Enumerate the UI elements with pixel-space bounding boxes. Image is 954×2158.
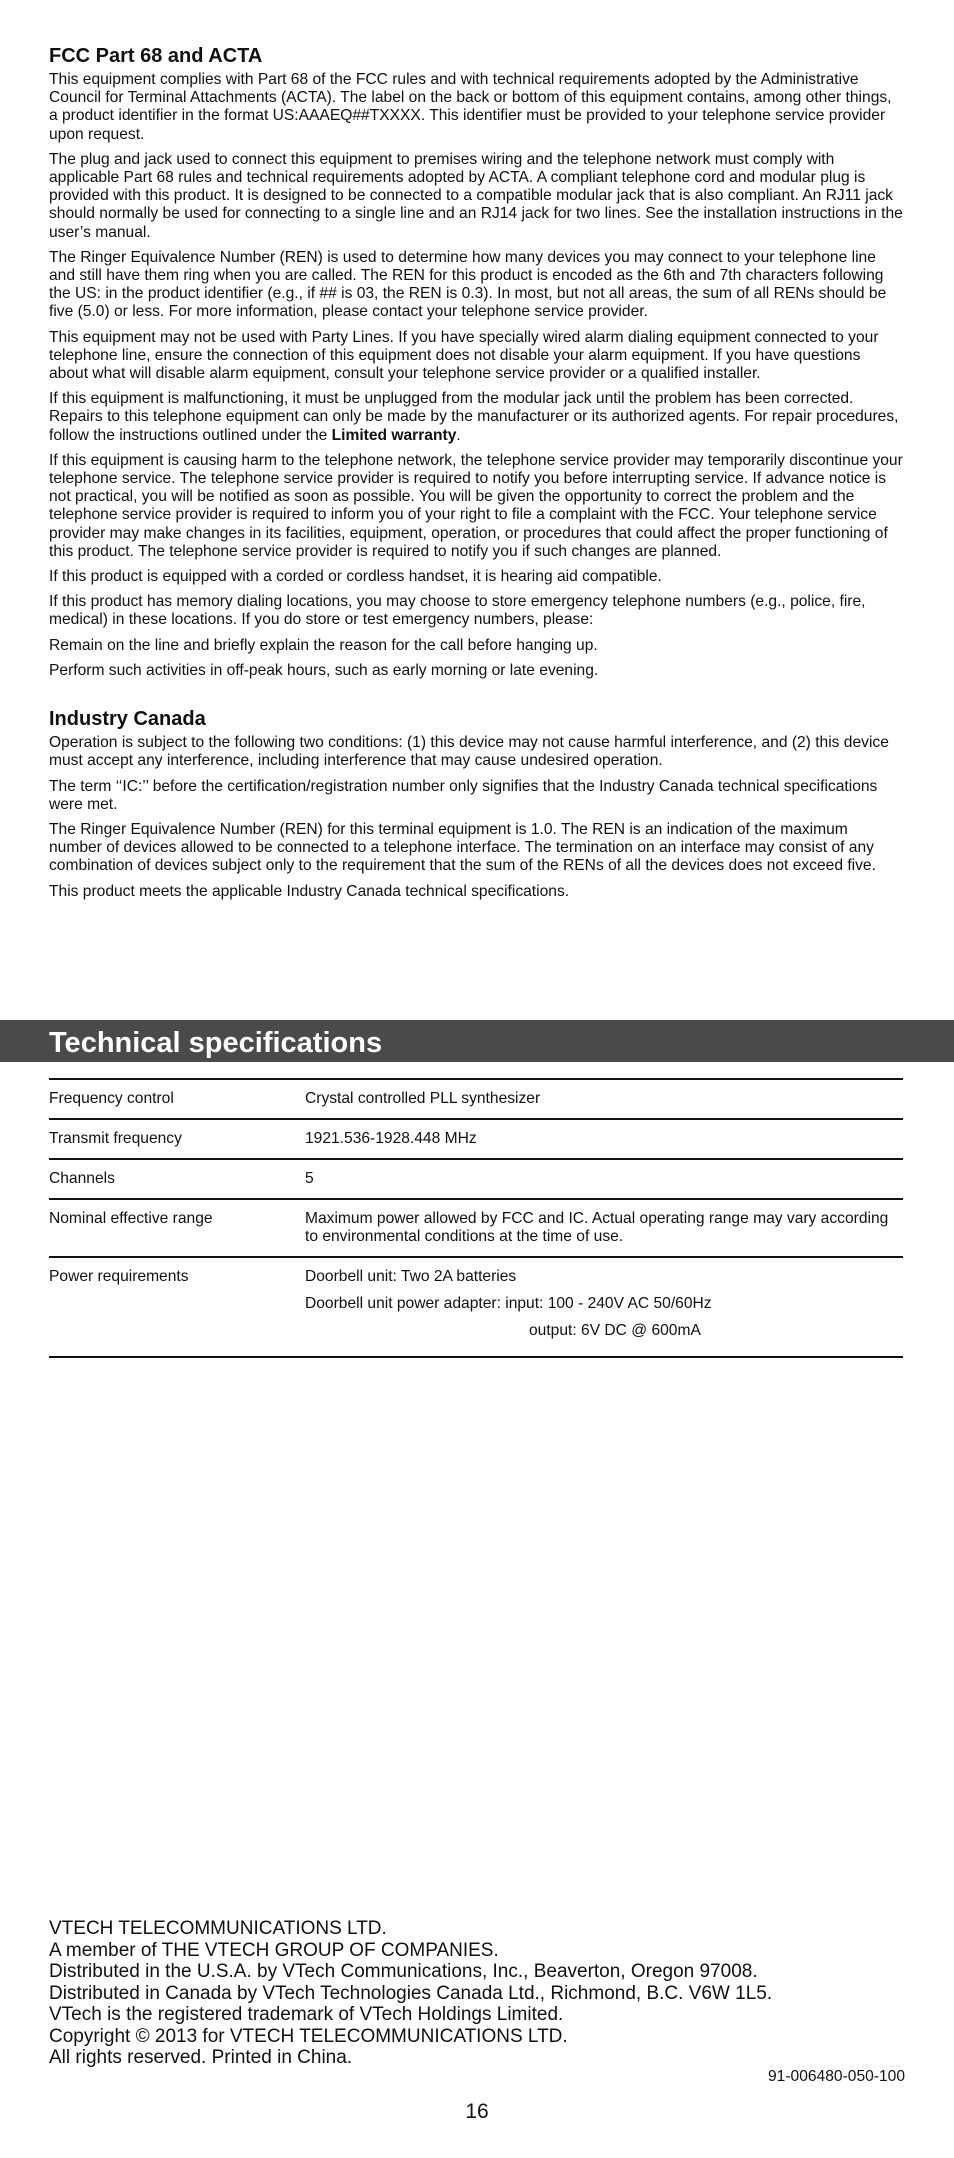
spec-label: Channels	[49, 1170, 115, 1187]
spec-value-group	[305, 1268, 903, 1340]
page-number: 16	[465, 2100, 489, 2123]
fcc-paragraph: Remain on the line and briefly explain the reason for the call before hanging up.	[49, 636, 598, 654]
ic-paragraph: The Ringer Equivalence Number (REN) for this terminal equipment is 1.0. The REN is an indication of the maximum number of devices allowed to be connected to a telephone interface. The termination on an interface may consist of any combination of devices subject only to the requirement that the sum of the RENs of all the devices does not exceed five.	[49, 820, 876, 875]
fcc-paragraph: If this equipment is causing harm to the telephone network, the telephone service provider may temporarily discontinue your telephone service. The telephone service provider is required to notify you before interrupting service. If advance notice is not practical, you will be notified as soon as possible. You will be given the opportunity to correct the problem and the telephone service provider is required to inform you of your right to file a complaint with the FCC. Your telephone service provider may make changes in its facilities, equipment, operation, or procedures that could affect the proper functioning of this product. The telephone service provider is required to notify you if such changes are planned.	[49, 451, 903, 560]
fcc-paragraph: Perform such activities in off-peak hours, such as early morning or late evening.	[49, 661, 599, 679]
fcc-paragraph-text: If this equipment is malfunctioning, it must be unplugged from the modular jack until the problem has been corrected. Repairs to this telephone equipment can only be made by the manufacturer or its authorized agents. For repair procedures, follow the instructions outlined under the	[49, 390, 899, 444]
tech-specs-banner	[0, 1020, 954, 1062]
spec-label: Frequency control	[49, 1090, 174, 1107]
ic-paragraph: This product meets the applicable Industry Canada technical specifications.	[49, 882, 570, 900]
footer-line: VTech is the registered trademark of VTech Holdings Limited.	[49, 2004, 564, 2025]
industry-canada-heading: Industry Canada	[49, 708, 206, 731]
company-footer	[49, 1918, 903, 2069]
footer-line: Copyright © 2013 for VTECH TELECOMMUNICATIONS LTD.	[49, 2025, 568, 2047]
tech-specs-title: Technical specifications	[49, 1027, 383, 1059]
fcc-paragraph: If this product has memory dialing locations, you may choose to store emergency telephone numbers (e.g., police, fire, medical) in these locations. If you do store or test emergency numbers, please:	[49, 593, 866, 629]
fcc-paragraph: The Ringer Equivalence Number (REN) is used to determine how many devices you may connect to your telephone line and still have them ring when you are called. The REN for this product is encoded as the 6th and 7th characters following the US: in the product identifier (e.g., if ## is 03, the REN is 0.3). In most, but not all areas, the sum of all RENs should be five (5.0) or less. For more information, please contact your telephone service provider.	[49, 248, 887, 321]
ic-paragraph: Operation is subject to the following two conditions: (1) this device may not cause harmful interference, and (2) this device must accept any interference, including interference that may cause undesired operation.	[49, 734, 889, 770]
spec-value: Doorbell unit power adapter: input: 100 - 240V AC 50/60Hz	[305, 1295, 712, 1312]
fcc-paragraph	[49, 390, 903, 445]
specs-table	[49, 1078, 903, 1358]
spec-value: Maximum power allowed by FCC and IC. Actual operating range may vary according to environmental conditions at the time of use.	[305, 1210, 889, 1245]
spec-row	[49, 1118, 903, 1158]
spec-label: Power requirements	[49, 1268, 189, 1285]
fcc-paragraph-end: .	[456, 426, 461, 444]
fcc-paragraph: If this product is equipped with a corded or cordless handset, it is hearing aid compatible.	[49, 568, 662, 586]
fcc-heading: FCC Part 68 and ACTA	[49, 45, 263, 67]
spec-value: Crystal controlled PLL synthesizer	[305, 1090, 541, 1107]
regulatory-section	[49, 44, 903, 908]
spec-label: Nominal effective range	[49, 1210, 213, 1227]
spec-value: Doorbell unit: Two 2A batteries	[305, 1268, 517, 1285]
footer-line: A member of THE VTECH GROUP OF COMPANIES.	[49, 1939, 499, 1961]
spec-row	[49, 1256, 903, 1358]
fcc-paragraph: This equipment may not be used with Party Lines. If you have specially wired alarm dialing equipment connected to your telephone line, ensure the connection of this equipment does not disable your alarm equipment. If you have questions about what will disable alarm equipment, consult your telephone service provider or a qualified installer.	[49, 328, 879, 383]
spec-label: Transmit frequency	[49, 1130, 182, 1147]
footer-line: VTECH TELECOMMUNICATIONS LTD.	[49, 1918, 387, 1939]
spec-value: output: 6V DC @ 600mA	[529, 1322, 701, 1339]
limited-warranty-reference: Limited warranty	[331, 426, 457, 444]
part-number: 91-006480-050-100	[768, 2068, 905, 2085]
spec-value: 1921.536-1928.448 MHz	[305, 1130, 477, 1147]
spec-row	[49, 1198, 903, 1256]
fcc-paragraph: The plug and jack used to connect this equipment to premises wiring and the telephone network must comply with applicable Part 68 rules and technical requirements adopted by ACTA. A compliant telephone cord and modular plug is provided with this product. It is designed to be connected to a compatible modular jack that is also compliant. An RJ11 jack should normally be used for connecting to a single line and an RJ14 jack for two lines. See the installation instructions in the user’s manual.	[49, 150, 903, 241]
spec-row	[49, 1078, 903, 1118]
fcc-paragraph: This equipment complies with Part 68 of the FCC rules and with technical requirements adopted by the Administrative Council for Terminal Attachments (ACTA). The label on the back or bottom of this equipment contains, among other things, a product identifier in the format US:AAAEQ##TXXXX. This identifier must be provided to your telephone service provider upon request.	[49, 71, 892, 143]
ic-paragraph: The term ‘‘IC:’’ before the certification/registration number only signifies that the Industry Canada technical specifications were met.	[49, 777, 878, 813]
footer-line: All rights reserved. Printed in China.	[49, 2047, 353, 2068]
spec-row	[49, 1158, 903, 1198]
footer-line: Distributed in the U.S.A. by VTech Communications, Inc., Beaverton, Oregon 97008.	[49, 1961, 758, 1982]
spec-value: 5	[305, 1170, 314, 1187]
footer-line: Distributed in Canada by VTech Technologies Canada Ltd., Richmond, B.C. V6W 1L5.	[49, 1982, 773, 2004]
